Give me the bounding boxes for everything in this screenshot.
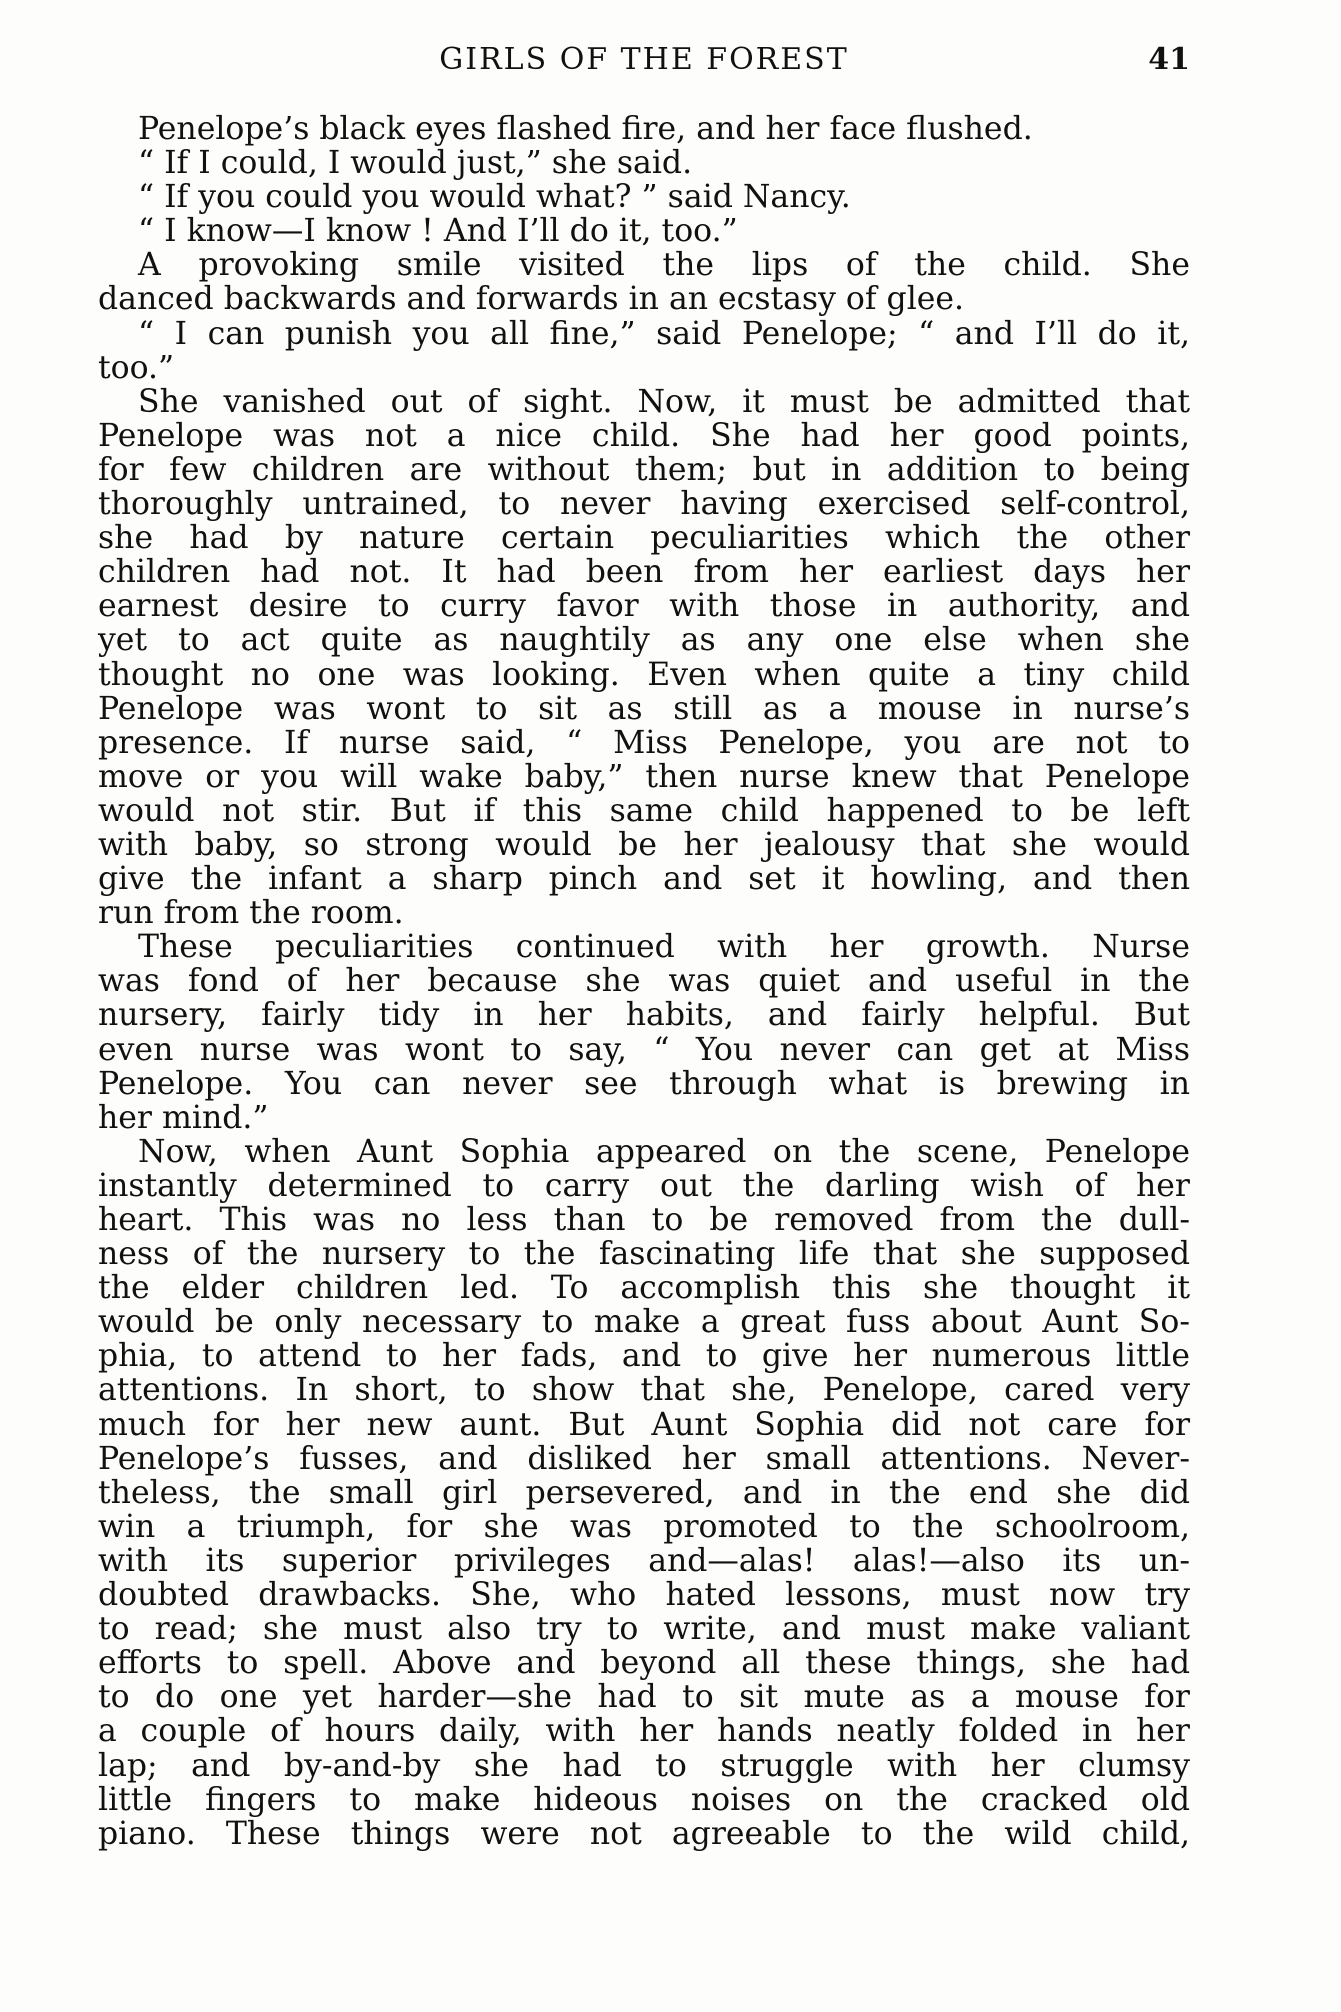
text-line: A provoking smile visited the lips of the child. She: [138, 247, 1190, 284]
text-line: much for her new aunt. But Aunt Sophia did not care for: [98, 1406, 1190, 1443]
text-line: she had by nature certain peculiarities which the other: [98, 520, 1190, 557]
text-line: run from the room.: [98, 895, 404, 932]
text-line: efforts to spell. Above and beyond all these things, she had: [98, 1645, 1190, 1682]
text-line: These peculiarities continued with her growth. Nurse: [138, 929, 1190, 966]
text-line: “ If I could, I would just,” she said.: [138, 145, 693, 182]
text-line: yet to act quite as naughtily as any one else when she: [98, 622, 1190, 659]
text-line: a couple of hours daily, with her hands neatly folded in her: [98, 1713, 1190, 1750]
text-line: Penelope. You can never see through what is brewing in: [98, 1065, 1190, 1102]
text-line: give the infant a sharp pinch and set it howling, and then: [98, 861, 1190, 898]
text-line: was fond of her because she was quiet and useful in the: [98, 963, 1190, 1000]
text-line: Penelope was wont to sit as still as a mouse in nurse’s: [98, 690, 1190, 727]
text-line: Penelope’s black eyes flashed fire, and her face flushed.: [138, 111, 1033, 147]
text-line: thoroughly untrained, to never having exercised self-control,: [98, 486, 1190, 523]
text-line: even nurse was wont to say, “ You never can get at Miss: [98, 1031, 1190, 1068]
text-line: “ I know—I know ! And I’ll do it, too.”: [138, 213, 738, 250]
running-title: GIRLS OF THE FOREST: [439, 42, 849, 77]
text-line: lap; and by-and-by she had to struggle with her clumsy: [98, 1747, 1190, 1784]
text-line: presence. If nurse said, “ Miss Penelope, you are not to: [98, 724, 1190, 761]
text-line: children had not. It had been from her earliest days her: [98, 554, 1190, 591]
text-line: to do one yet harder—she had to sit mute as a mouse for: [98, 1679, 1190, 1716]
text-line: with baby, so strong would be her jealousy that she would: [98, 826, 1190, 863]
text-line: She vanished out of sight. Now, it must be admitted that: [138, 383, 1190, 420]
page-number: 41: [1148, 42, 1190, 77]
text-line: piano. These things were not agreeable to the wild child,: [98, 1815, 1190, 1852]
text-line: her mind.”: [98, 1099, 269, 1136]
text-line: the elder children led. To accomplish this she thought it: [98, 1270, 1190, 1307]
text-line: Now, when Aunt Sophia appeared on the scene, Penelope: [138, 1133, 1190, 1170]
text-line: Penelope was not a nice child. She had her good points,: [98, 417, 1190, 454]
text-line: nursery, fairly tidy in her habits, and fairly helpful. But: [98, 997, 1190, 1034]
text-line: attentions. In short, to show that she, Penelope, cared very: [98, 1372, 1190, 1409]
text-line: doubted drawbacks. She, who hated lessons, must now try: [98, 1577, 1190, 1614]
text-line: earnest desire to curry favor with those in authority, and: [98, 588, 1190, 625]
text-line: heart. This was no less than to be removed from the dull-: [98, 1202, 1190, 1238]
body-text: [98, 112, 1190, 1851]
text-line: to read; she must also try to write, and must make valiant: [98, 1611, 1190, 1648]
text-line: “ I can punish you all fine,” said Penelope; “ and I’ll do it,: [138, 315, 1190, 352]
text-line: too.”: [98, 349, 175, 386]
text-line: instantly determined to carry out the darling wish of her: [98, 1167, 1190, 1204]
text-line: thought no one was looking. Even when quite a tiny child: [98, 656, 1190, 693]
text-line: ness of the nursery to the fascinating life that she supposed: [98, 1236, 1190, 1273]
text-line: phia, to attend to her fads, and to give her numerous little: [98, 1338, 1190, 1375]
text-line: Penelope’s fusses, and disliked her small attentions. Never-: [98, 1440, 1190, 1477]
page-header: [98, 42, 1190, 92]
text-line: would be only necessary to make a great fuss about Aunt So-: [98, 1304, 1190, 1341]
text-line: little fingers to make hideous noises on the cracked old: [98, 1781, 1190, 1818]
text-line: move or you will wake baby,” then nurse knew that Penelope: [98, 758, 1190, 795]
text-line: theless, the small girl persevered, and in the end she did: [98, 1474, 1190, 1511]
text-line: for few children are without them; but in addition to being: [98, 451, 1190, 488]
text-line: would not stir. But if this same child happened to be left: [98, 792, 1190, 829]
text-line: “ If you could you would what? ” said Nancy.: [138, 179, 851, 216]
text-line: win a triumph, for she was promoted to the schoolroom,: [98, 1508, 1190, 1545]
text-line: danced backwards and forwards in an ecstasy of glee.: [98, 281, 965, 318]
text-line: with its superior privileges and—alas! alas!—also its un-: [98, 1542, 1190, 1579]
